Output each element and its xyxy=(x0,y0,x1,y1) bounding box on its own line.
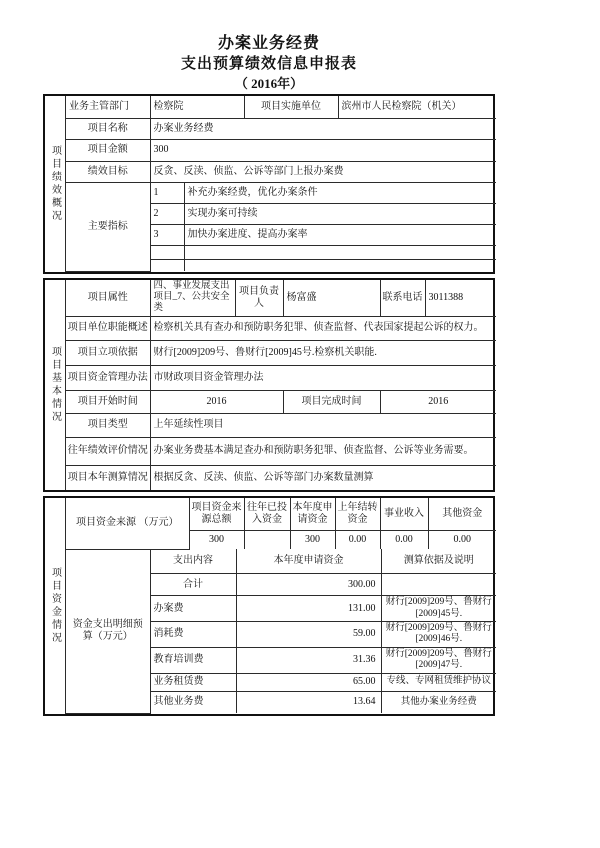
source-other: 0.00 xyxy=(428,530,496,549)
source-current: 300 xyxy=(290,530,335,549)
table-row xyxy=(66,437,496,465)
table-row xyxy=(66,280,496,317)
form-year: （ 2016年） xyxy=(234,76,304,91)
indicator-no: 3 xyxy=(150,224,184,245)
funding-source-label: 项目资金来源 （万元） xyxy=(66,498,189,549)
column-header: 事业收入 xyxy=(380,498,428,530)
indicator-text: 实现办案可持续 xyxy=(184,203,496,224)
table-row xyxy=(66,413,496,437)
column-header: 支出内容 xyxy=(150,549,236,574)
table-row xyxy=(66,161,496,182)
funding-source-table xyxy=(66,498,496,550)
form-body xyxy=(43,94,495,716)
expense-name: 业务租赁费 xyxy=(150,673,236,691)
section-performance-side-label: 项目绩效概况 xyxy=(45,96,66,272)
funding-source-header-row xyxy=(66,498,496,530)
section-performance-table xyxy=(66,96,496,272)
expense-detail-table xyxy=(66,549,496,714)
table-row xyxy=(66,340,496,365)
mgmt-label: 项目资金管理办法 xyxy=(66,365,150,390)
section-performance xyxy=(43,94,495,274)
leader-label: 项目负责人 xyxy=(235,280,283,317)
indicator-no: 2 xyxy=(150,203,184,224)
indicator-text: 补充办案经费，优化办案条件 xyxy=(184,182,496,203)
end-time-value: 2016 xyxy=(380,390,496,413)
estimate-value: 根据反贪、反渎、侦监、公诉等部门办案数量测算 xyxy=(150,465,496,490)
expense-header-row xyxy=(66,549,496,574)
expense-amount: 300.00 xyxy=(236,574,381,596)
mgmt-value: 市财政项目资金管理办法 xyxy=(150,365,496,390)
column-header: 本年度申请资金 xyxy=(236,549,381,574)
section-basic-table xyxy=(66,280,496,491)
table-row xyxy=(66,316,496,340)
indicator-no: 1 xyxy=(150,182,184,203)
column-header: 往年已投入资金 xyxy=(244,498,290,530)
table-row xyxy=(66,390,496,413)
attr-value: 四、事业发展支出项目_7、公共安全类 xyxy=(150,280,235,317)
expense-basis: 财行[2009]209号、鲁财行[2009]47号. xyxy=(381,647,496,673)
section-funding-tables xyxy=(66,498,496,713)
type-label: 项目类型 xyxy=(66,413,150,437)
source-prior xyxy=(244,530,290,549)
table-row xyxy=(66,139,496,161)
impl-unit-value: 滨州市人民检察院（机关） xyxy=(338,96,496,118)
source-total: 300 xyxy=(189,530,244,549)
form-title: 办案业务经费 xyxy=(217,35,320,52)
column-header: 本年度申请资金 xyxy=(290,498,335,530)
column-header: 项目资金来源总额 xyxy=(189,498,244,530)
attr-label: 项目属性 xyxy=(66,280,150,317)
indicators-label: 主要指标 xyxy=(66,182,150,271)
expense-basis: 专线、专网租赁维护协议 xyxy=(381,673,496,691)
expense-name: 消耗费 xyxy=(150,621,236,647)
goal-label: 绩效目标 xyxy=(66,161,150,182)
impl-unit-label: 项目实施单位 xyxy=(244,96,338,118)
project-name-label: 项目名称 xyxy=(66,118,150,139)
expense-amount: 31.36 xyxy=(236,647,381,673)
expense-amount: 131.00 xyxy=(236,596,381,622)
indicator-text xyxy=(184,245,496,259)
dept-label: 业务主管部门 xyxy=(66,96,150,118)
expense-detail-label: 资金支出明细预算（万元） xyxy=(66,549,150,713)
basis-value: 财行[2009]209号、鲁财行[2009]45号.检察机关职能. xyxy=(150,340,496,365)
indicator-no xyxy=(150,245,184,259)
start-time-label: 项目开始时间 xyxy=(66,390,150,413)
leader-value: 杨富盛 xyxy=(283,280,380,317)
source-income: 0.00 xyxy=(380,530,428,549)
section-basic-side-label: 项目基本情况 xyxy=(45,280,66,491)
section-basic xyxy=(43,278,495,493)
expense-amount: 65.00 xyxy=(236,673,381,691)
indicator-row xyxy=(66,182,496,203)
expense-amount: 13.64 xyxy=(236,691,381,713)
expense-name: 其他业务费 xyxy=(150,691,236,713)
expense-basis xyxy=(381,574,496,596)
history-label: 往年绩效评价情况 xyxy=(66,437,150,465)
history-value: 办案业务费基本满足查办和预防职务犯罪、侦查监督、公诉等业务需要。 xyxy=(150,437,496,465)
phone-label: 联系电话 xyxy=(380,280,425,317)
expense-basis: 财行[2009]209号、鲁财行[2009]46号. xyxy=(381,621,496,647)
expense-name: 办案费 xyxy=(150,596,236,622)
column-header: 上年结转资金 xyxy=(335,498,380,530)
column-header: 测算依据及说明 xyxy=(381,549,496,574)
basis-label: 项目立项依据 xyxy=(66,340,150,365)
table-row xyxy=(66,96,496,118)
phone-value: 3011388 xyxy=(425,280,496,317)
expense-basis: 其他办案业务经费 xyxy=(381,691,496,713)
expense-basis: 财行[2009]209号、鲁财行[2009]45号. xyxy=(381,596,496,622)
expense-amount: 59.00 xyxy=(236,621,381,647)
project-amount-label: 项目金额 xyxy=(66,139,150,161)
function-label: 项目单位职能概述 xyxy=(66,316,150,340)
dept-value: 检察院 xyxy=(150,96,244,118)
function-value: 检察机关具有查办和预防职务犯罪、侦查监督、代表国家提起公诉的权力。 xyxy=(150,316,496,340)
indicator-text xyxy=(184,259,496,271)
expense-name: 合计 xyxy=(150,574,236,596)
table-row xyxy=(66,365,496,390)
type-value: 上年延续性项目 xyxy=(150,413,496,437)
form-header xyxy=(43,34,495,92)
source-carryover: 0.00 xyxy=(335,530,380,549)
start-time-value: 2016 xyxy=(150,390,283,413)
project-name-value: 办案业务经费 xyxy=(150,118,496,139)
section-funding xyxy=(43,496,495,715)
end-time-label: 项目完成时间 xyxy=(283,390,380,413)
indicator-no xyxy=(150,259,184,271)
estimate-label: 项目本年测算情况 xyxy=(66,465,150,490)
section-funding-side-label: 项目资金情况 xyxy=(45,498,66,713)
project-amount-value: 300 xyxy=(150,139,496,161)
indicator-text: 加快办案进度、提高办案率 xyxy=(184,224,496,245)
goal-value: 反贪、反渎、侦监、公诉等部门上报办案费 xyxy=(150,161,496,182)
table-row xyxy=(66,465,496,490)
column-header: 其他资金 xyxy=(428,498,496,530)
table-row xyxy=(66,118,496,139)
form-subtitle: 支出预算绩效信息申报表 xyxy=(180,56,357,72)
expense-name: 教育培训费 xyxy=(150,647,236,673)
